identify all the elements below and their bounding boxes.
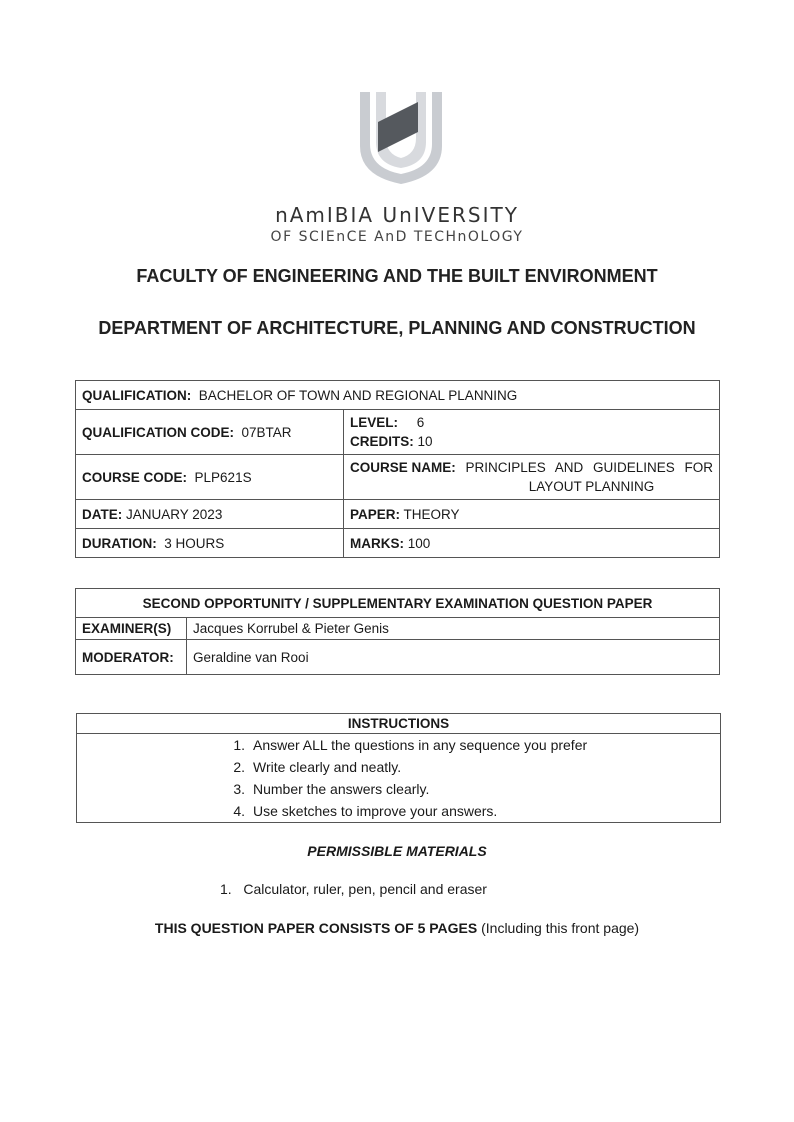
permissible-materials-title: PERMISSIBLE MATERIALS (307, 843, 487, 859)
credits-label: CREDITS: (350, 434, 414, 449)
table-row (76, 529, 720, 558)
course-details-table (75, 380, 720, 558)
instructions-list (223, 734, 720, 822)
list-item (223, 800, 720, 822)
level-value: 6 (416, 415, 425, 430)
duration-value: 3 HOURS (164, 535, 225, 551)
credits-value: 10 (417, 434, 433, 449)
table-row (76, 410, 720, 455)
list-number: 4. (233, 803, 245, 819)
table-row (77, 734, 721, 823)
moderator-value: Geraldine van Rooi (193, 649, 309, 665)
table-row (76, 455, 720, 500)
examiners-value-cell (187, 618, 720, 640)
marks-label: MARKS: (350, 535, 404, 551)
list-text: Calculator, ruler, pen, pencil and eraser (243, 881, 487, 897)
course-name-cell (344, 455, 720, 500)
marks-value: 100 (407, 535, 431, 551)
exam-title: SECOND OPPORTUNITY / SUPPLEMENTARY EXAMINATION QUESTION PAPER (142, 595, 653, 611)
list-text: Write clearly and neatly. (253, 759, 402, 775)
date-label: DATE: (82, 506, 123, 522)
page-count-bold: THIS QUESTION PAPER CONSISTS OF 5 PAGES (154, 920, 478, 936)
permissible-material-item (220, 881, 487, 897)
qualification-code-cell (76, 410, 344, 455)
department-heading: DEPARTMENT OF ARCHITECTURE, PLANNING AND CONSTRUCTION (98, 318, 696, 338)
list-number: 3. (233, 781, 245, 797)
instructions-list-cell (77, 734, 721, 823)
moderator-label: MODERATOR: (82, 649, 174, 665)
course-code-value: PLP621S (194, 469, 252, 485)
instructions-title: INSTRUCTIONS (347, 716, 450, 731)
list-number: 1. (220, 881, 232, 897)
exam-info-table (75, 588, 720, 675)
table-row (76, 500, 720, 529)
course-name-value-line2: LAYOUT PLANNING (528, 479, 655, 494)
table-row (77, 714, 721, 734)
page-count-note: (Including this front page) (481, 920, 640, 936)
paper-cell (344, 500, 720, 529)
list-number: 2. (233, 759, 245, 775)
moderator-value-cell (187, 640, 720, 675)
date-cell (76, 500, 344, 529)
paper-value: THEORY (403, 506, 460, 522)
exam-title-cell (76, 589, 720, 618)
duration-label: DURATION: (82, 535, 157, 551)
faculty-heading: FACULTY OF ENGINEERING AND THE BUILT ENVIRONMENT (136, 266, 658, 286)
table-row (76, 589, 720, 618)
qualification-cell (76, 381, 720, 410)
moderator-label-cell (76, 640, 187, 675)
duration-cell (76, 529, 344, 558)
examiners-value: Jacques Korrubel & Pieter Genis (193, 621, 389, 636)
examiners-label-cell (76, 618, 187, 640)
university-subtitle: OF SCIEnCE AnD TECHnOLOGY (270, 229, 524, 245)
date-value: JANUARY 2023 (126, 506, 223, 522)
qualification-label: QUALIFICATION: (82, 387, 192, 403)
table-row (76, 640, 720, 675)
level-label: LEVEL: (350, 415, 399, 430)
list-item (223, 778, 720, 800)
list-item (223, 734, 720, 756)
list-text: Answer ALL the questions in any sequence you prefer (253, 737, 588, 753)
list-number: 1. (233, 737, 245, 753)
examiners-label: EXAMINER(S) (82, 621, 172, 636)
list-text: Number the answers clearly. (253, 781, 430, 797)
course-code-label: COURSE CODE: (82, 469, 188, 485)
course-code-cell (76, 455, 344, 500)
course-name-label: COURSE NAME: (350, 460, 456, 475)
page-count-notice (0, 920, 794, 936)
marks-cell (344, 529, 720, 558)
course-name-value-line1: PRINCIPLES AND GUIDELINES FOR (465, 460, 713, 475)
list-item (223, 756, 720, 778)
qualification-value: BACHELOR OF TOWN AND REGIONAL PLANNING (198, 387, 518, 403)
qualification-code-label: QUALIFICATION CODE: (82, 424, 234, 440)
table-row (76, 381, 720, 410)
table-row (76, 618, 720, 640)
paper-label: PAPER: (350, 506, 401, 522)
list-text: Use sketches to improve your answers. (253, 803, 498, 819)
level-credits-cell (344, 410, 720, 455)
qualification-code-value: 07BTAR (241, 424, 292, 440)
university-name: nAmIBIA UnIVERSITY (275, 203, 519, 227)
instructions-title-cell (77, 714, 721, 734)
instructions-table (76, 713, 721, 823)
university-logo (356, 88, 446, 184)
